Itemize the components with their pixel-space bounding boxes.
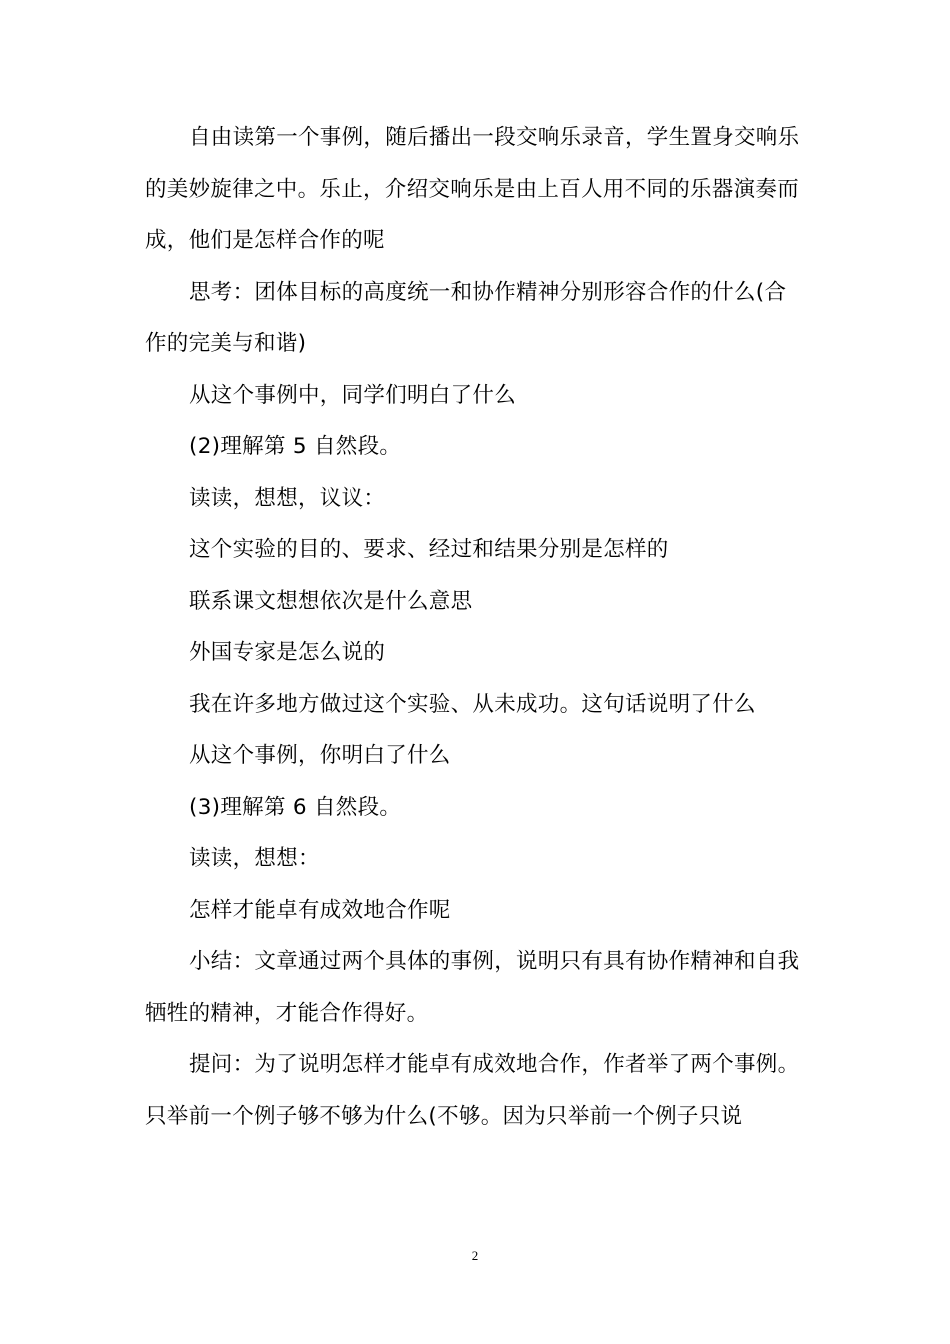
paragraph: (3)理解第 6 自然段。 (189, 794, 402, 820)
paragraph: 我在许多地方做过这个实验、从未成功。这句话说明了什么 (189, 691, 756, 717)
page-number: 2 (471, 1248, 479, 1263)
paragraph: 外国专家是怎么说的 (189, 640, 386, 665)
paragraph: 读读，想想，议议： (189, 485, 386, 511)
body-text (145, 112, 805, 1142)
paragraph: 怎样才能卓有成效地合作呢 (189, 897, 451, 923)
paragraph: 读读，想想： (189, 846, 320, 871)
paragraph: 小结：文章通过两个具体的事例，说明只有具有协作精神和自我牺牲的精神，才能合作得好。 (145, 949, 800, 1026)
paragraph: 联系课文想想依次是什么意思 (189, 588, 473, 614)
paragraph: 思考：团体目标的高度统一和协作精神分别形容合作的什么(合作的完美与和谐) (145, 279, 787, 356)
paragraph: 从这个事例中，同学们明白了什么 (189, 382, 517, 408)
paragraph: (2)理解第 5 自然段。 (189, 434, 402, 459)
paragraph: 自由读第一个事例，随后播出一段交响乐录音，学生置身交响乐的美妙旋律之中。乐止，介绍交响乐是由上百人用不同的乐器演奏而成，他们是怎样合作的呢 (145, 125, 800, 253)
paragraph: 这个实验的目的、要求、经过和结果分别是怎样的 (189, 537, 669, 562)
paragraph: 从这个事例，你明白了什么 (189, 743, 451, 768)
paragraph: 提问：为了说明怎样才能卓有成效地合作，作者举了两个事例。只举前一个例子够不够为什么(不够。因为只举前一个例子只说 (145, 1052, 800, 1129)
